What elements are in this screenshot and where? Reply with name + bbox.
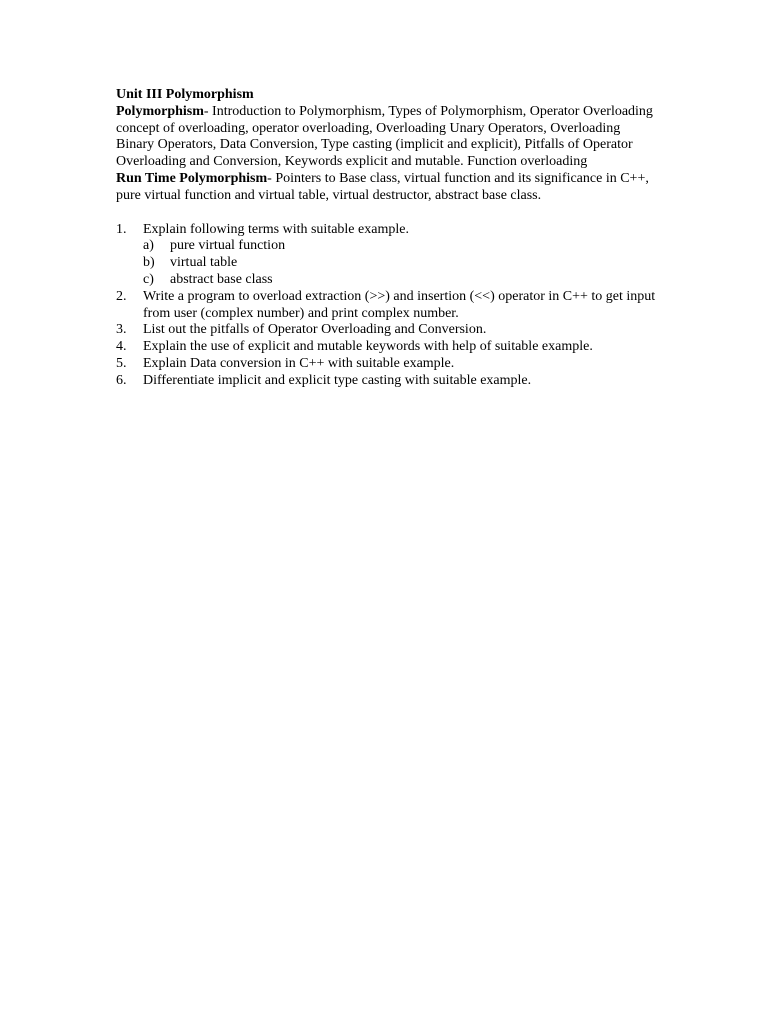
sub-question-letter: c): [143, 271, 154, 287]
sub-question-text: virtual table: [170, 255, 238, 271]
question-item: [116, 356, 661, 373]
sub-question-letter: a): [143, 238, 154, 254]
sub-question-item: [143, 238, 661, 255]
question-item: [116, 339, 661, 356]
paragraph-spacer: [116, 205, 661, 222]
sub-question-item: [143, 255, 661, 272]
question-item: [116, 222, 661, 289]
question-number: 2.: [116, 288, 127, 304]
question-number: 6.: [116, 372, 127, 388]
sub-question-text: pure virtual function: [170, 238, 286, 254]
question-number: 3.: [116, 322, 127, 338]
question-text: Differentiate implicit and explicit type casting with suitable example.: [143, 372, 532, 388]
polymorphism-paragraph: [116, 104, 661, 171]
runtime-polymorphism-paragraph: [116, 171, 661, 205]
question-text: Explain following terms with suitable example.: [143, 221, 409, 237]
polymorphism-text: - Introduction to Polymorphism, Types of Polymorphism, Operator Overloading concept of overloading, operator overloading, Overloading Unary Operators, Overloading Binary Operators, Data Conversion, Type casting (implicit and explicit), Pitfalls of Operator Overloading and Conversion, Keywords explicit and mutable. Function overloading: [116, 103, 653, 170]
question-number: 5.: [116, 355, 127, 371]
question-text: Explain Data conversion in C++ with suitable example.: [143, 355, 455, 371]
document-page: [116, 87, 661, 390]
question-item: [116, 322, 661, 339]
polymorphism-heading: Polymorphism: [116, 103, 204, 119]
question-text: List out the pitfalls of Operator Overloading and Conversion.: [143, 322, 487, 338]
question-list: [116, 222, 661, 390]
unit-title: Unit III Polymorphism: [116, 87, 254, 102]
sub-question-text: abstract base class: [170, 271, 273, 287]
question-item: [116, 373, 661, 390]
sub-question-letter: b): [143, 255, 155, 271]
sub-question-list: [143, 238, 661, 288]
question-number: 1.: [116, 221, 127, 237]
question-text: Write a program to overload extraction (>>) and insertion (<<) operator in C++ to get input from user (complex number) and print complex number.: [143, 288, 656, 321]
runtime-polymorphism-heading: Run Time Polymorphism: [116, 170, 268, 186]
sub-question-item: [143, 272, 661, 289]
runtime-polymorphism-text: - Pointers to Base class, virtual function and its significance in C++, pure virtual function and virtual table, virtual destructor, abstract base class.: [116, 170, 649, 203]
question-text: Explain the use of explicit and mutable keywords with help of suitable example.: [143, 339, 593, 355]
question-item: [116, 289, 661, 323]
question-number: 4.: [116, 339, 127, 355]
